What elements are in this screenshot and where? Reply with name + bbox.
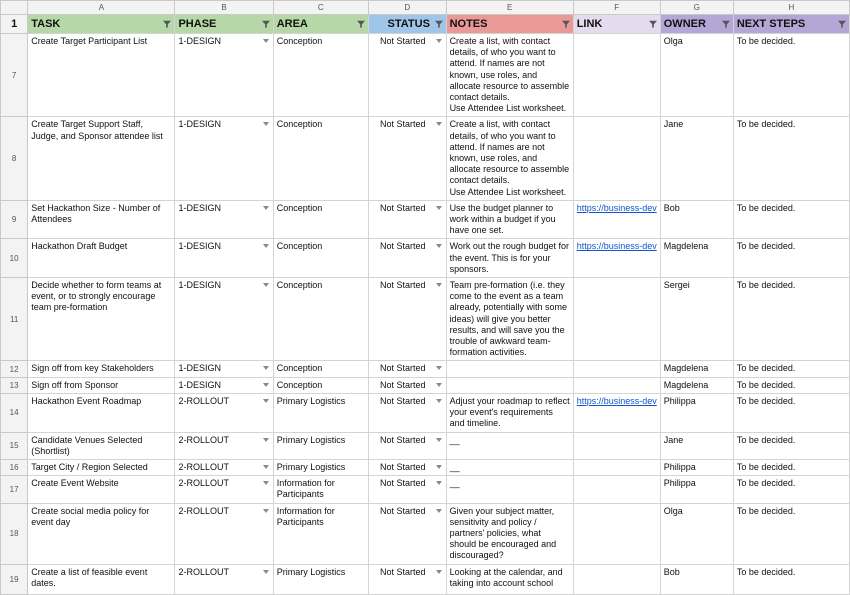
next-steps-cell-container[interactable] [733,503,849,564]
phase-cell: 1-DESIGN [178,36,221,46]
filter-icon[interactable] [357,20,365,28]
column-header-row [1,1,850,15]
dropdown-arrow-icon[interactable] [263,481,269,485]
next-steps-cell-container[interactable] [733,393,849,432]
dropdown-arrow-icon[interactable] [436,39,442,43]
phase-cell: 2-ROLLOUT [178,566,229,577]
column-header-f[interactable]: F [573,1,660,15]
dropdown-arrow-icon[interactable] [436,570,442,574]
link-cell[interactable]: https://business-dev [576,202,657,213]
area-cell-container[interactable] [273,200,368,239]
filter-icon[interactable] [722,20,730,28]
task-cell: Set Hackathon Size - Number of Attendees [31,202,161,225]
next-steps-cell: To be decided. [736,241,796,252]
dropdown-arrow-icon[interactable] [436,366,442,370]
phase-cell-container[interactable] [175,564,273,594]
next-steps-cell-container[interactable] [733,377,849,393]
next-steps-cell-container[interactable] [733,34,849,117]
status-cell-container[interactable] [368,278,446,361]
task-cell: Target City / Region Selected [31,461,148,472]
notes-cell-container[interactable] [446,278,573,361]
next-steps-cell-container[interactable] [733,361,849,377]
task-cell-container[interactable] [28,239,175,278]
column-header-e[interactable]: E [446,1,573,15]
dropdown-arrow-icon[interactable] [263,206,269,210]
phase-cell: 2-ROLLOUT [178,478,229,489]
link-cell[interactable] [574,378,660,382]
phase-cell: 1-DESIGN [178,363,221,374]
next-steps-header: NEXT STEPS [736,18,806,30]
link-cell[interactable] [574,565,660,569]
owner-cell-container[interactable] [660,34,733,117]
task-cell: Sign off from Sponsor [31,379,119,390]
area-cell: Conception [276,36,323,46]
notes-cell [447,361,573,365]
row-number[interactable]: 10 [1,239,28,278]
link-cell-container[interactable] [573,564,660,594]
area-cell: Conception [276,363,323,374]
filter-icon[interactable] [163,20,171,28]
notes-cell [447,378,573,382]
notes-cell-container[interactable] [446,200,573,239]
link-cell-container[interactable] [573,278,660,361]
notes-header: NOTES [449,18,488,30]
status-cell: Not Started [379,566,426,577]
status-cell: Not Started [379,119,426,130]
owner-cell: Sergei [663,280,690,291]
dropdown-arrow-icon[interactable] [263,366,269,370]
owner-cell-container[interactable] [660,503,733,564]
task-cell: Create social media policy for event day [31,505,150,527]
notes-cell-container[interactable] [446,432,573,459]
phase-cell: 1-DESIGN [178,202,221,213]
dropdown-arrow-icon[interactable] [436,465,442,469]
area-cell-container[interactable] [273,117,368,200]
owner-cell-container[interactable] [660,239,733,278]
area-header-cell[interactable] [273,15,368,34]
area-cell: Primary Logistics [276,434,346,445]
next-steps-cell: To be decided. [736,478,796,489]
row-number[interactable]: 1 [1,15,28,34]
dropdown-arrow-icon[interactable] [436,122,442,126]
next-steps-cell: To be decided. [736,202,796,213]
phase-cell: 2-ROLLOUT [178,395,229,406]
phase-cell-container[interactable] [175,377,273,393]
notes-cell: __ [449,461,460,472]
phase-cell: 1-DESIGN [178,119,221,130]
link-cell-container[interactable] [573,200,660,239]
owner-cell-container[interactable] [660,361,733,377]
notes-cell: Team pre-formation (i.e. they come to the event as a team already, potentially with some ideas) will give you better results, and will save you the trouble of awkward team-formation activities. [449,280,567,358]
area-cell-container[interactable] [273,278,368,361]
next-steps-cell-container[interactable] [733,200,849,239]
owner-cell-container[interactable] [660,117,733,200]
owner-cell-container[interactable] [660,278,733,361]
status-cell-container[interactable] [368,459,446,475]
link-cell[interactable] [574,34,660,38]
link-cell-container[interactable] [573,117,660,200]
task-cell-container[interactable] [28,117,175,200]
owner-cell: Olga [663,505,683,516]
notes-cell: Create a list, with contact details, of who you want to attend. If names are not known, use roles, and allocate resource to assemble contact details. Use Attendee List worksheet. [449,119,570,197]
notes-cell: Work out the rough budget for the event. This is for your sponsors. [449,241,569,274]
next-steps-cell-container[interactable] [733,117,849,200]
column-header-g[interactable]: G [660,1,733,15]
task-cell-container[interactable] [28,459,175,475]
notes-cell-container[interactable] [446,564,573,594]
owner-cell: Philippa [663,478,696,489]
table-row [1,476,850,503]
task-cell: Create Event Website [31,478,119,489]
link-cell-container[interactable] [573,34,660,117]
task-cell: Create Target Support Staff, Judge, and Sponsor attendee list [31,119,163,141]
task-cell-container[interactable] [28,200,175,239]
notes-cell-container[interactable] [446,117,573,200]
phase-header: PHASE [178,18,217,30]
task-cell-container[interactable] [28,377,175,393]
row-number[interactable]: 12 [1,361,28,377]
row-number[interactable]: 7 [1,34,28,117]
area-cell: Information for Participants [276,505,335,527]
next-steps-cell: To be decided. [736,363,796,374]
next-steps-cell: To be decided. [736,566,796,577]
notes-cell-container[interactable] [446,503,573,564]
status-cell-container[interactable] [368,200,446,239]
phase-cell-container[interactable] [175,432,273,459]
dropdown-arrow-icon[interactable] [436,383,442,387]
owner-cell-container[interactable] [660,564,733,594]
area-cell: Primary Logistics [276,395,346,406]
column-header-c[interactable]: C [273,1,368,15]
next-steps-cell-container[interactable] [733,432,849,459]
link-cell[interactable] [574,361,660,365]
next-steps-cell-container[interactable] [733,278,849,361]
area-cell: Conception [276,280,323,291]
dropdown-arrow-icon[interactable] [263,244,269,248]
notes-cell-container[interactable] [446,476,573,503]
table-row [1,393,850,432]
owner-cell: Jane [663,119,684,130]
row-number[interactable]: 15 [1,432,28,459]
link-cell[interactable] [574,460,660,464]
table-row [1,34,850,117]
dropdown-arrow-icon[interactable] [436,509,442,513]
phase-cell-container[interactable] [175,239,273,278]
status-cell: Not Started [379,363,426,374]
owner-cell: Magdelena [663,379,709,390]
notes-cell-container[interactable] [446,393,573,432]
owner-cell: Philippa [663,395,696,406]
notes-cell: __ [449,434,460,445]
owner-cell-container[interactable] [660,377,733,393]
status-cell-container[interactable] [368,476,446,503]
row-number[interactable]: 9 [1,200,28,239]
area-cell-container[interactable] [273,361,368,377]
link-cell-container[interactable] [573,459,660,475]
link-cell[interactable]: https://business-dev [576,241,657,252]
area-cell-container[interactable] [273,476,368,503]
owner-cell-container[interactable] [660,393,733,432]
task-cell-container[interactable] [28,393,175,432]
area-cell-container[interactable] [273,503,368,564]
owner-header: OWNER [663,18,706,30]
dropdown-arrow-icon[interactable] [436,438,442,442]
status-cell: Not Started [379,434,426,445]
next-steps-cell: To be decided. [736,461,796,472]
status-cell-container[interactable] [368,564,446,594]
next-steps-cell-container[interactable] [733,564,849,594]
notes-cell-container[interactable] [446,361,573,377]
link-cell-container[interactable] [573,393,660,432]
status-cell-container[interactable] [368,361,446,377]
notes-cell: Adjust your roadmap to reflect your event's requirements and timeline. [449,395,570,429]
phase-cell: 2-ROLLOUT [178,461,229,472]
task-header-cell[interactable] [28,15,175,34]
phase-cell-container[interactable] [175,393,273,432]
task-cell: Create Target Participant List [31,36,148,46]
table-row [1,200,850,239]
task-cell: Hackathon Draft Budget [31,241,128,252]
table-row [1,459,850,475]
notes-cell: __ [449,478,460,489]
dropdown-arrow-icon[interactable] [436,481,442,485]
task-cell-container[interactable] [28,432,175,459]
status-cell: Not Started [379,461,426,472]
phase-cell: 2-ROLLOUT [178,434,229,445]
status-cell-container[interactable] [368,393,446,432]
owner-cell: Magdelena [663,363,709,374]
link-cell-container[interactable] [573,361,660,377]
area-cell: Conception [276,379,323,390]
filter-icon[interactable] [562,20,570,28]
owner-cell: Jane [663,434,684,445]
table-row [1,239,850,278]
area-cell: Conception [276,202,323,213]
table-row [1,361,850,377]
area-cell-container[interactable] [273,239,368,278]
link-header-cell[interactable] [573,15,660,34]
task-cell-container[interactable] [28,278,175,361]
notes-cell: Looking at the calendar, and taking into account school [449,566,563,588]
dropdown-arrow-icon[interactable] [263,39,269,43]
link-cell-container[interactable] [573,239,660,278]
table-row [1,117,850,200]
task-cell-container[interactable] [28,361,175,377]
task-cell-container[interactable] [28,503,175,564]
dropdown-arrow-icon[interactable] [436,399,442,403]
phase-cell-container[interactable] [175,361,273,377]
next-steps-cell: To be decided. [736,379,796,390]
column-header-b[interactable]: B [175,1,273,15]
area-header: AREA [276,18,308,30]
task-header: TASK [31,18,61,30]
next-steps-cell: To be decided. [736,434,796,445]
next-steps-cell-container[interactable] [733,476,849,503]
next-steps-header-cell[interactable] [733,15,849,34]
link-cell-container[interactable] [573,432,660,459]
task-cell: Candidate Venues Selected (Shortlist) [31,434,143,456]
link-cell[interactable] [574,433,660,437]
task-cell-container[interactable] [28,34,175,117]
dropdown-arrow-icon[interactable] [263,438,269,442]
dropdown-arrow-icon[interactable] [263,465,269,469]
phase-header-cell[interactable] [175,15,273,34]
notes-cell-container[interactable] [446,377,573,393]
notes-cell-container[interactable] [446,459,573,475]
next-steps-cell: To be decided. [736,119,796,130]
phase-cell-container[interactable] [175,459,273,475]
phase-cell-container[interactable] [175,200,273,239]
area-cell: Primary Logistics [276,461,346,472]
phase-cell: 2-ROLLOUT [178,505,229,516]
row-number[interactable]: 11 [1,278,28,361]
owner-cell: Philippa [663,461,696,472]
status-cell: Not Started [379,280,426,291]
column-header-a[interactable]: A [28,1,175,15]
table-row [1,432,850,459]
status-cell: Not Started [379,505,426,516]
next-steps-cell: To be decided. [736,505,796,516]
next-steps-cell: To be decided. [736,36,796,46]
area-cell-container[interactable] [273,564,368,594]
table-row [1,278,850,361]
phase-cell: 1-DESIGN [178,280,221,291]
table-row [1,377,850,393]
phase-cell-container[interactable] [175,34,273,117]
table-row [1,564,850,594]
link-cell[interactable] [574,278,660,282]
dropdown-arrow-icon[interactable] [436,206,442,210]
row-number[interactable]: 8 [1,117,28,200]
row-number[interactable]: 18 [1,503,28,564]
status-cell: Not Started [379,379,426,390]
dropdown-arrow-icon[interactable] [436,244,442,248]
area-cell-container[interactable] [273,34,368,117]
link-cell[interactable] [574,117,660,121]
link-header: LINK [576,18,603,30]
area-cell-container[interactable] [273,459,368,475]
status-cell-container[interactable] [368,377,446,393]
task-cell: Create a list of feasible event dates. [31,566,148,588]
dropdown-arrow-icon[interactable] [263,570,269,574]
task-cell: Hackathon Event Roadmap [31,395,142,406]
area-cell: Information for Participants [276,478,335,500]
status-cell: Not Started [379,395,426,406]
filter-icon[interactable] [435,20,443,28]
status-cell-container[interactable] [368,432,446,459]
owner-cell: Magdelena [663,241,709,252]
next-steps-cell-container[interactable] [733,239,849,278]
notes-cell: Create a list, with contact details, of who you want to attend. If names are not known, use roles, and allocate resource to assemble contact details. Use Attendee List worksheet. [449,36,570,114]
status-cell-container[interactable] [368,503,446,564]
table-row [1,503,850,564]
link-cell[interactable] [574,476,660,480]
column-header-d[interactable]: D [368,1,446,15]
next-steps-cell: To be decided. [736,395,796,406]
area-cell: Conception [276,241,323,252]
row-number[interactable]: 19 [1,564,28,594]
phase-cell-container[interactable] [175,476,273,503]
owner-cell-container[interactable] [660,432,733,459]
owner-header-cell[interactable] [660,15,733,34]
filter-icon[interactable] [838,20,846,28]
next-steps-cell-container[interactable] [733,459,849,475]
status-cell: Not Started [379,241,426,252]
select-all-corner[interactable] [1,1,28,15]
owner-cell-container[interactable] [660,200,733,239]
notes-cell: Use the budget planner to work within a budget if you have one set. [449,202,556,236]
notes-cell-container[interactable] [446,34,573,117]
status-header: STATUS [387,18,430,30]
phase-cell: 1-DESIGN [178,241,221,252]
dropdown-arrow-icon[interactable] [263,509,269,513]
owner-cell-container[interactable] [660,476,733,503]
header-row [1,15,850,34]
dropdown-arrow-icon[interactable] [436,283,442,287]
notes-cell: Given your subject matter, sensitivity and policy / partners' policies, what should be encouraged and discouraged? [449,505,557,561]
task-cell: Decide whether to form teams at event, or to strongly encourage team pre-formation [31,280,162,313]
task-cell-container[interactable] [28,564,175,594]
row-number[interactable]: 17 [1,476,28,503]
status-cell: Not Started [379,36,426,46]
notes-cell-container[interactable] [446,239,573,278]
link-cell[interactable]: https://business-dev [576,395,657,406]
row-number[interactable]: 14 [1,393,28,432]
task-cell: Sign off from key Stakeholders [31,363,154,374]
phase-cell-container[interactable] [175,503,273,564]
status-cell-container[interactable] [368,239,446,278]
area-cell-container[interactable] [273,432,368,459]
link-cell-container[interactable] [573,503,660,564]
area-cell: Conception [276,119,323,130]
dropdown-arrow-icon[interactable] [263,283,269,287]
area-cell: Primary Logistics [276,566,346,577]
status-cell: Not Started [379,478,426,489]
notes-header-cell[interactable] [446,15,573,34]
row-number[interactable]: 13 [1,377,28,393]
status-cell-container[interactable] [368,34,446,117]
dropdown-arrow-icon[interactable] [263,399,269,403]
status-cell: Not Started [379,202,426,213]
area-cell-container[interactable] [273,377,368,393]
link-cell-container[interactable] [573,377,660,393]
next-steps-cell: To be decided. [736,280,796,291]
phase-cell-container[interactable] [175,117,273,200]
link-cell-container[interactable] [573,476,660,503]
owner-cell: Bob [663,566,680,577]
phase-cell-container[interactable] [175,278,273,361]
link-cell[interactable] [574,504,660,508]
dropdown-arrow-icon[interactable] [263,383,269,387]
task-cell-container[interactable] [28,476,175,503]
filter-icon[interactable] [649,20,657,28]
area-cell-container[interactable] [273,393,368,432]
column-header-h[interactable]: H [733,1,849,15]
dropdown-arrow-icon[interactable] [263,122,269,126]
filter-icon[interactable] [262,20,270,28]
owner-cell: Bob [663,202,680,213]
owner-cell: Olga [663,36,683,46]
phase-cell: 1-DESIGN [178,379,221,390]
owner-cell-container[interactable] [660,459,733,475]
row-number[interactable]: 16 [1,459,28,475]
status-cell-container[interactable] [368,117,446,200]
status-header-cell[interactable] [368,15,446,34]
